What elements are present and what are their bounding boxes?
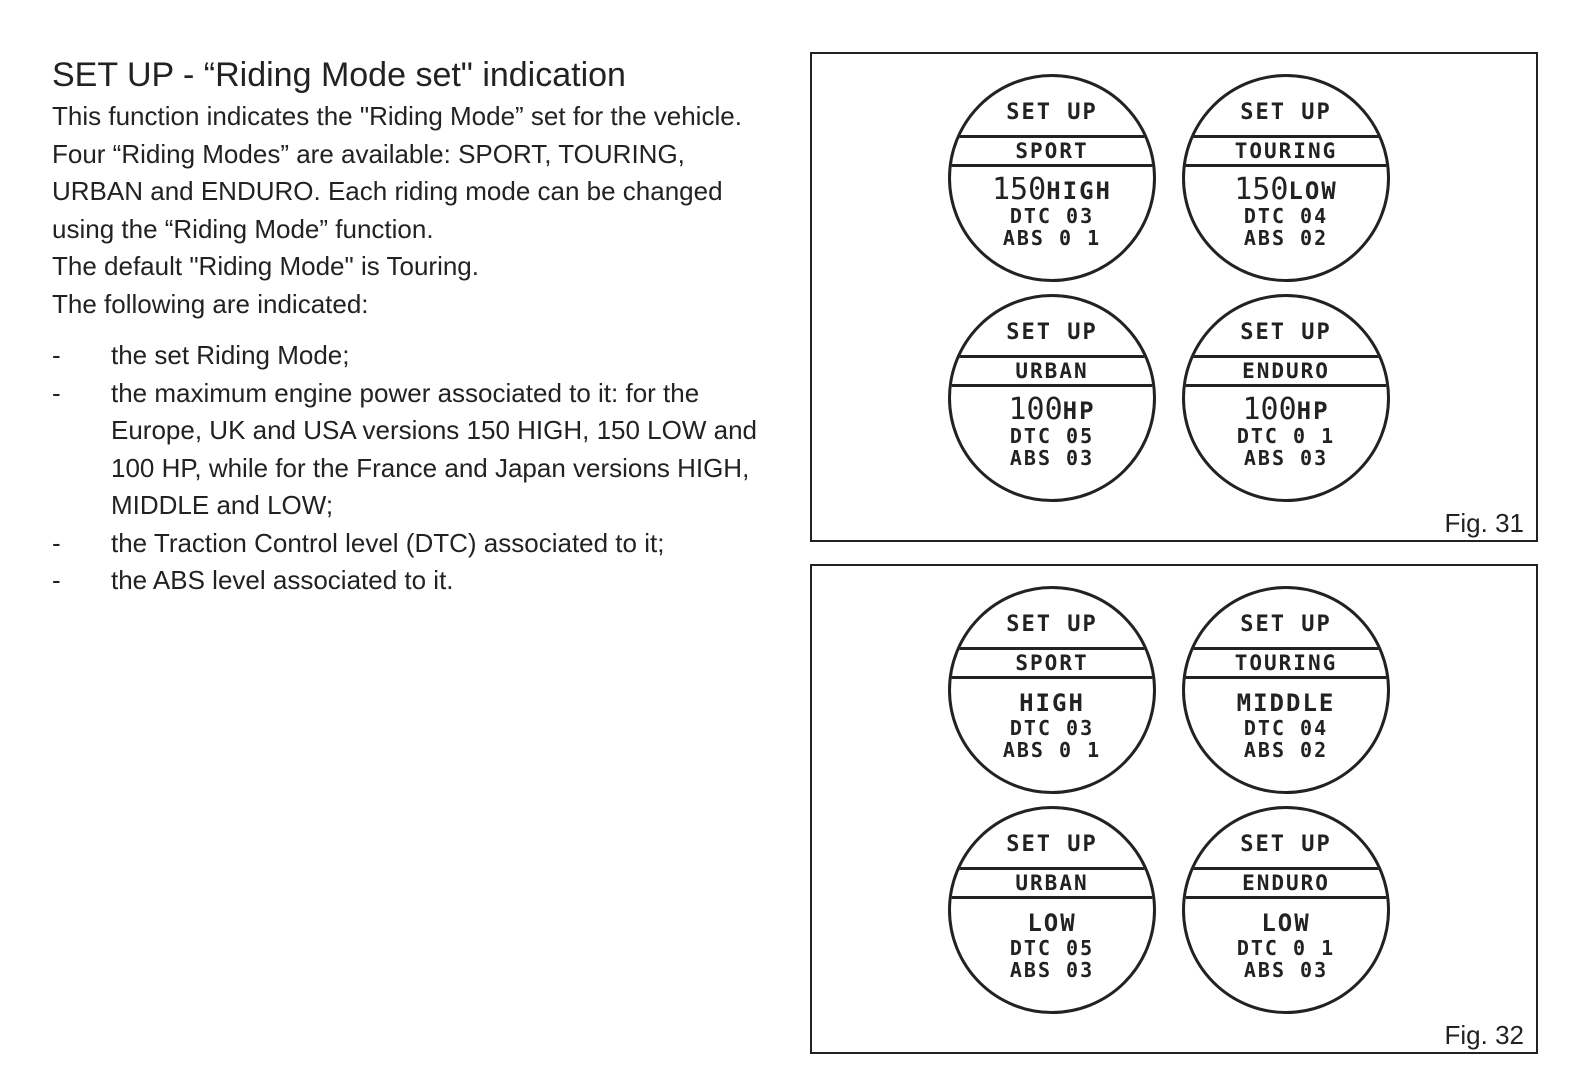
power-number: 150 — [992, 172, 1047, 207]
dial-mode: TOURING — [1234, 651, 1338, 675]
dial-abs: ABS 03 — [1009, 958, 1095, 982]
list-item — [52, 525, 782, 563]
dial-abs: ABS 03 — [1243, 446, 1329, 470]
power-unit: LOW — [1261, 909, 1311, 937]
dial-header: SET UP — [1006, 612, 1098, 637]
dial-dtc: DTC 03 — [1009, 716, 1095, 740]
power-number: 100 — [1008, 392, 1063, 427]
power-unit: HP — [1062, 397, 1096, 425]
dial-mode: TOURING — [1234, 139, 1338, 163]
power-unit: HIGH — [1046, 177, 1112, 205]
dial-enduro — [1182, 294, 1390, 502]
dial-sport — [948, 74, 1156, 282]
list-item — [52, 562, 782, 600]
dial-mode: URBAN — [1015, 359, 1089, 383]
dial-header: SET UP — [1240, 612, 1332, 637]
dial-power — [1185, 172, 1387, 207]
dial-abs: ABS 03 — [1243, 958, 1329, 982]
dial-abs: ABS 02 — [1243, 226, 1329, 250]
power-unit: LOW — [1027, 909, 1077, 937]
figure-32 — [810, 564, 1538, 1054]
dial-urban — [948, 294, 1156, 502]
dial-header: SET UP — [1240, 832, 1332, 857]
dial-dtc: DTC 05 — [1009, 936, 1095, 960]
dial-header: SET UP — [1240, 100, 1332, 125]
dial-sport — [948, 586, 1156, 794]
figure-label: Fig. 31 — [1444, 508, 1524, 538]
power-unit: HP — [1296, 397, 1330, 425]
dial-mode: SPORT — [1015, 139, 1089, 163]
list-item-text: the set Riding Mode; — [111, 340, 350, 370]
bullet-dash: - — [52, 377, 61, 408]
list-item-text: the Traction Control level (DTC) associated to it; — [111, 527, 665, 558]
indication-list — [52, 337, 782, 600]
dial-dtc: DTC 04 — [1243, 716, 1329, 740]
power-number: 100 — [1242, 392, 1297, 427]
indicated-intro-paragraph: The following are indicated: — [52, 288, 369, 319]
dial-touring — [1182, 74, 1390, 282]
bullet-dash: - — [52, 565, 61, 595]
dial-dtc: DTC 03 — [1009, 204, 1095, 228]
dial-mode: SPORT — [1015, 651, 1089, 675]
dial-dtc: DTC 0 1 — [1236, 936, 1336, 960]
section-title: SET UP - “Riding Mode set" indication — [52, 56, 626, 94]
dial-header: SET UP — [1240, 320, 1332, 345]
power-number: 150 — [1234, 172, 1289, 207]
dial-power — [1185, 689, 1387, 716]
dial-abs: ABS 03 — [1009, 446, 1095, 470]
dial-mode: ENDURO — [1242, 871, 1330, 895]
dial-power — [951, 909, 1153, 936]
figure-label: Fig. 32 — [1444, 1020, 1524, 1050]
list-item — [52, 337, 782, 375]
figure-31 — [810, 52, 1538, 542]
dial-dtc: DTC 0 1 — [1236, 424, 1336, 448]
intro-paragraph: This function indicates the "Riding Mode” set for the vehicle. Four “Riding Modes” are available: SPORT, TOURING, URBAN and ENDURO. Each riding mode can be changed using the “Riding Mode” function. — [52, 101, 742, 244]
dial-dtc: DTC 05 — [1009, 424, 1095, 448]
dial-power — [951, 392, 1153, 427]
dial-header: SET UP — [1006, 100, 1098, 125]
dial-abs: ABS 0 1 — [1002, 226, 1102, 250]
dial-header: SET UP — [1006, 320, 1098, 345]
dial-power — [951, 172, 1153, 207]
dial-abs: ABS 0 1 — [1002, 738, 1102, 762]
bullet-dash: - — [52, 527, 61, 558]
power-unit: LOW — [1288, 177, 1338, 205]
dial-abs: ABS 02 — [1243, 738, 1329, 762]
power-unit: MIDDLE — [1236, 689, 1336, 717]
list-item-text: the ABS level associated to it. — [111, 565, 454, 595]
dial-header: SET UP — [1006, 832, 1098, 857]
list-item-text: the maximum engine power associated to it: for the Europe, UK and USA versions 150 HIGH, 150 LOW and 100 HP, while for the France and Japan versions HIGH, MIDDLE and LOW; — [111, 377, 758, 520]
power-unit: HIGH — [1019, 689, 1085, 717]
dial-touring — [1182, 586, 1390, 794]
list-item — [52, 375, 782, 525]
bullet-dash: - — [52, 340, 61, 370]
text-column — [52, 54, 782, 600]
dial-power — [951, 689, 1153, 716]
dial-dtc: DTC 04 — [1243, 204, 1329, 228]
dial-urban — [948, 806, 1156, 1014]
dial-power — [1185, 909, 1387, 936]
dial-mode: ENDURO — [1242, 359, 1330, 383]
default-mode-paragraph: The default "Riding Mode" is Touring. — [52, 251, 479, 281]
dial-enduro — [1182, 806, 1390, 1014]
dial-power — [1185, 392, 1387, 427]
dial-mode: URBAN — [1015, 871, 1089, 895]
